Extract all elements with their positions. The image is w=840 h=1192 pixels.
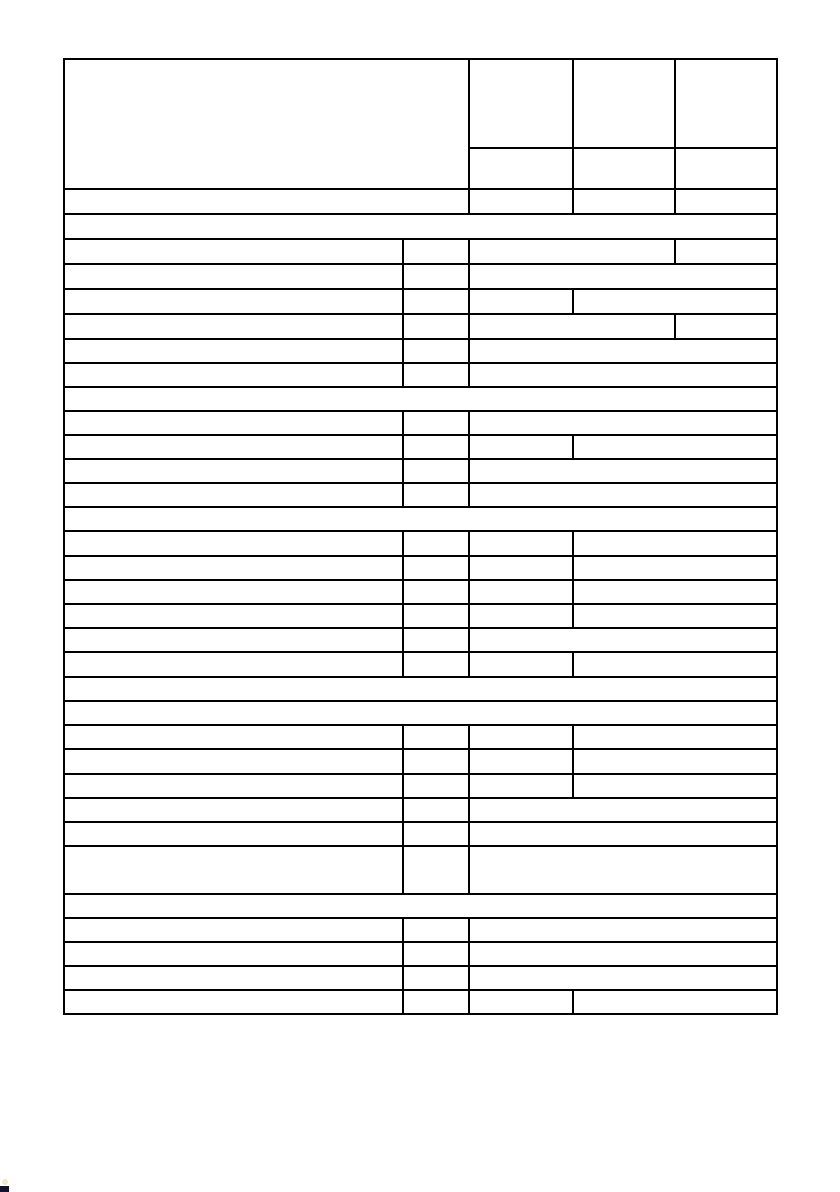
table-row (64, 483, 777, 507)
unit-cell (403, 239, 469, 264)
table-row (64, 918, 777, 942)
table-row (64, 363, 777, 387)
header-model-cell (573, 59, 675, 148)
label-cell (64, 459, 403, 483)
unit-cell (403, 531, 469, 556)
section-divider-row (64, 387, 777, 411)
unit-cell (403, 749, 469, 774)
table-row (64, 189, 777, 214)
section-header-cell (64, 701, 777, 725)
section-divider-row (64, 214, 777, 239)
value-cell (469, 314, 675, 339)
label-cell (64, 990, 403, 1014)
value-cell (573, 580, 777, 604)
label-cell (64, 918, 403, 942)
label-cell (64, 652, 403, 677)
label-cell (64, 339, 403, 363)
section-divider-row (64, 894, 777, 918)
value-cell (469, 918, 777, 942)
value-cell (469, 363, 777, 387)
table-row (64, 749, 777, 774)
unit-cell (403, 483, 469, 507)
value-cell (469, 289, 573, 314)
label-cell (64, 966, 403, 990)
header-submodel-cell (573, 148, 675, 189)
table-row (64, 289, 777, 314)
unit-cell (403, 846, 469, 894)
value-cell (469, 556, 573, 580)
value-cell (469, 725, 573, 749)
table-row (64, 990, 777, 1014)
value-cell (469, 239, 675, 264)
unit-cell (403, 822, 469, 846)
section-divider-row (64, 677, 777, 701)
header-submodel-cell (675, 148, 777, 189)
value-cell (469, 628, 777, 652)
value-cell (469, 483, 777, 507)
table-row (64, 942, 777, 966)
label-cell (64, 725, 403, 749)
table-row (64, 314, 777, 339)
value-cell (573, 749, 777, 774)
header-model-cell (675, 59, 777, 148)
value-cell (469, 822, 777, 846)
value-cell (469, 339, 777, 363)
table-row (64, 531, 777, 556)
table-row (64, 339, 777, 363)
label-cell (64, 798, 403, 822)
label-cell (64, 411, 403, 435)
value-cell (573, 435, 777, 459)
header-submodel-cell (469, 148, 573, 189)
section-header-cell (64, 677, 777, 701)
label-cell (64, 435, 403, 459)
table-row (64, 435, 777, 459)
section-divider-row (64, 507, 777, 531)
unit-cell (403, 556, 469, 580)
unit-cell (403, 580, 469, 604)
table-row (64, 604, 777, 628)
value-cell (469, 749, 573, 774)
value-cell (469, 580, 573, 604)
label-cell (64, 628, 403, 652)
value-cell (469, 846, 777, 894)
value-cell (573, 289, 777, 314)
unit-cell (403, 798, 469, 822)
label-cell (64, 846, 403, 894)
value-cell (573, 990, 777, 1014)
value-cell (573, 774, 777, 798)
value-cell (675, 189, 777, 214)
section-header-cell (64, 507, 777, 531)
label-cell (64, 556, 403, 580)
value-cell (469, 652, 573, 677)
unit-cell (403, 628, 469, 652)
label-cell (64, 942, 403, 966)
spec-table-grid (63, 58, 778, 1015)
label-cell (64, 189, 469, 214)
unit-cell (403, 918, 469, 942)
value-cell (573, 531, 777, 556)
unit-cell (403, 604, 469, 628)
table-row (64, 628, 777, 652)
corner-smudge-artifact (2, 1179, 8, 1185)
label-cell (64, 774, 403, 798)
label-cell (64, 289, 403, 314)
value-cell (573, 189, 675, 214)
unit-cell (403, 725, 469, 749)
unit-cell (403, 652, 469, 677)
unit-cell (403, 363, 469, 387)
unit-cell (403, 990, 469, 1014)
spec-table (63, 58, 778, 1015)
table-row (64, 556, 777, 580)
table-row (64, 966, 777, 990)
unit-cell (403, 264, 469, 289)
page-corner-artifact (0, 1186, 9, 1192)
unit-cell (403, 942, 469, 966)
value-cell (469, 798, 777, 822)
table-row (64, 725, 777, 749)
table-row (64, 411, 777, 435)
label-cell (64, 580, 403, 604)
unit-cell (403, 435, 469, 459)
table-row (64, 846, 777, 894)
unit-cell (403, 289, 469, 314)
value-cell (469, 942, 777, 966)
label-cell (64, 822, 403, 846)
section-header-cell (64, 214, 777, 239)
label-cell (64, 264, 403, 289)
value-cell (469, 604, 573, 628)
label-cell (64, 239, 403, 264)
value-cell (469, 411, 777, 435)
unit-cell (403, 459, 469, 483)
value-cell (573, 725, 777, 749)
table-row (64, 239, 777, 264)
value-cell (573, 556, 777, 580)
label-cell (64, 314, 403, 339)
value-cell (469, 459, 777, 483)
header-model-cell (469, 59, 573, 148)
label-cell (64, 483, 403, 507)
value-cell (675, 314, 777, 339)
value-cell (469, 990, 573, 1014)
value-cell (469, 435, 573, 459)
value-cell (469, 966, 777, 990)
value-cell (469, 774, 573, 798)
table-row (64, 459, 777, 483)
table-row (64, 822, 777, 846)
table-row (64, 774, 777, 798)
unit-cell (403, 774, 469, 798)
unit-cell (403, 411, 469, 435)
value-cell (469, 531, 573, 556)
label-cell (64, 604, 403, 628)
label-cell (64, 363, 403, 387)
label-cell (64, 531, 403, 556)
section-header-cell (64, 387, 777, 411)
value-cell (675, 239, 777, 264)
header-row-1 (64, 59, 777, 148)
unit-cell (403, 966, 469, 990)
value-cell (573, 604, 777, 628)
section-divider-row (64, 701, 777, 725)
value-cell (469, 189, 573, 214)
table-row (64, 264, 777, 289)
table-row (64, 580, 777, 604)
value-cell (469, 264, 777, 289)
table-row (64, 798, 777, 822)
table-row (64, 652, 777, 677)
unit-cell (403, 314, 469, 339)
header-title-cell (64, 59, 469, 189)
unit-cell (403, 339, 469, 363)
section-header-cell (64, 894, 777, 918)
value-cell (573, 652, 777, 677)
label-cell (64, 749, 403, 774)
